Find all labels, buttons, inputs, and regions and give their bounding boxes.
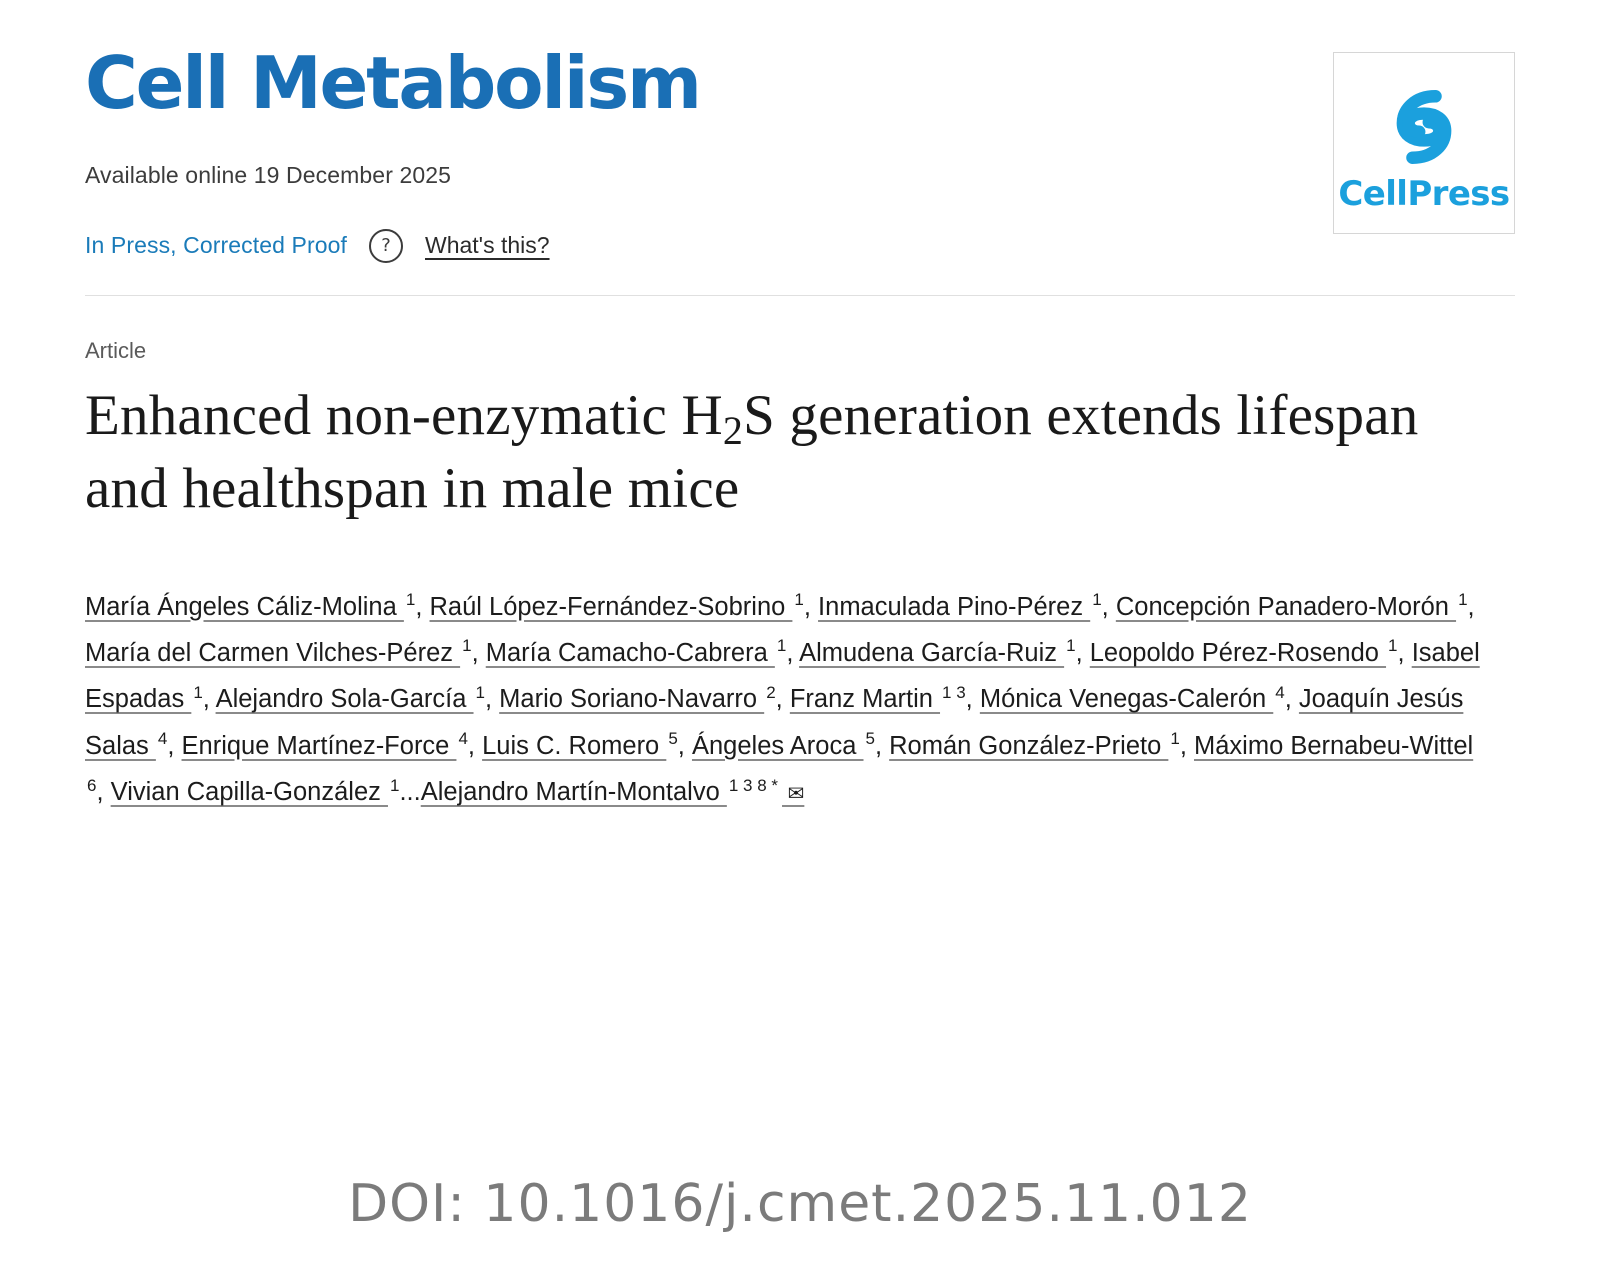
cellpress-logo (1333, 52, 1515, 234)
author-name[interactable]: Ángeles Aroca 5 (692, 732, 875, 760)
cellpress-mark-icon (1376, 79, 1472, 175)
cellpress-wordmark: CellPress (1338, 174, 1510, 214)
author-affiliation-marker: 1 (1388, 636, 1398, 656)
author-list: María Ángeles Cáliz-Molina 1, Raúl López-Fernández-Sobrino 1, Inmaculada Pino-Pérez 1, Concepción Panadero-Morón 1, María del Carmen Vilches-Pérez 1, María Camacho-Cabrera 1, Almudena García-Ruiz 1, Leopoldo Pérez-Rosendo 1, Isabel Espadas 1, Alejandro Sola-García 1, Mario Soriano-Navarro 2, Franz Martin 1 3, Mónica Venegas-Calerón 4, Joaquín Jesús Salas 4, Enrique Martínez-Force 4, Luis C. Romero 5, Ángeles Aroca 5, Román González-Prieto 1, Máximo Bernabeu-Wittel 6, Vivian Capilla-González 1...Alejandro Martín-Montalvo 1 3 8 * ✉ (85, 584, 1485, 816)
status-row (85, 229, 1515, 263)
author-name[interactable]: Román González-Prieto 1 (889, 732, 1180, 760)
article-title-subscript: 2 (722, 407, 744, 453)
author-name[interactable]: Enrique Martínez-Force 4 (182, 732, 468, 760)
author-name[interactable]: Inmaculada Pino-Pérez 1 (818, 593, 1102, 621)
available-online-text: Available online 19 December 2025 (85, 161, 452, 188)
author-affiliation-marker: 4 (458, 729, 468, 749)
whats-this-link[interactable]: What's this? (425, 232, 550, 259)
author-affiliation-marker: 4 (157, 729, 168, 749)
author-affiliation-marker: 1 (475, 682, 485, 702)
author-affiliation-marker: 1 (389, 775, 400, 795)
corresponding-author-affiliation-marker: 1 3 8 * (728, 775, 779, 795)
article-title-part1: Enhanced non-enzymatic H (85, 383, 723, 447)
author-name[interactable]: Luis C. Romero 5 (482, 732, 678, 760)
author-name[interactable]: Almudena García-Ruiz 1 (799, 639, 1076, 667)
author-affiliation-marker: 4 (1275, 682, 1285, 702)
author-name[interactable]: Leopoldo Pérez-Rosendo 1 (1090, 639, 1398, 667)
author-affiliation-marker: 1 (1092, 590, 1102, 609)
author-name[interactable]: Alejandro Sola-García 1 (216, 685, 485, 713)
header-divider (85, 295, 1515, 296)
author-name[interactable]: María Ángeles Cáliz-Molina 1 (85, 593, 415, 621)
authors-ellipsis[interactable]: ... (399, 778, 421, 807)
article-title-part2: S generation extends lifespan and healthspan in male mice (85, 383, 1419, 520)
author-affiliation-marker: 1 (1066, 636, 1076, 656)
journal-title: Cell Metabolism (85, 41, 700, 125)
author-name[interactable]: Isabel Espadas 1 (85, 638, 1480, 714)
author-affiliation-marker: 1 (462, 636, 472, 656)
author-name[interactable]: Mario Soriano-Navarro 2 (499, 685, 775, 713)
corresponding-author-name[interactable]: Alejandro Martín-Montalvo 1 3 8 * ✉ (421, 778, 805, 806)
help-icon[interactable]: ? (369, 229, 403, 263)
author-affiliation-marker: 6 (87, 775, 97, 795)
doi-text: DOI: 10.1016/j.cmet.2025.11.012 (348, 1174, 1252, 1234)
author-affiliation-marker: 1 (776, 636, 787, 656)
author-affiliation-marker: 1 (193, 682, 203, 702)
article-type-label: Article (85, 337, 147, 363)
author-affiliation-marker: 1 (405, 590, 416, 609)
email-icon[interactable]: ✉ (782, 783, 805, 806)
author-name[interactable]: María del Carmen Vilches-Pérez 1 (85, 639, 472, 667)
author-name[interactable]: Franz Martin 1 3 (790, 685, 966, 713)
author-affiliation-marker: 5 (668, 729, 678, 749)
author-affiliation-marker: 1 (1458, 590, 1468, 609)
publication-status: In Press, Corrected Proof (85, 232, 347, 259)
author-affiliation-marker: 1 3 (942, 682, 966, 702)
author-name[interactable]: Máximo Bernabeu-Wittel 6 (85, 732, 1473, 806)
author-affiliation-marker: 1 (794, 590, 804, 609)
page-title (85, 380, 1445, 526)
author-name[interactable]: Raúl López-Fernández-Sobrino 1 (430, 593, 804, 621)
author-affiliation-marker: 2 (766, 682, 776, 702)
author-name[interactable]: Vivian Capilla-González 1 (111, 778, 400, 806)
author-name[interactable]: María Camacho-Cabrera 1 (486, 639, 787, 667)
author-name[interactable]: Concepción Panadero-Morón 1 (1116, 593, 1468, 621)
author-name[interactable]: Mónica Venegas-Calerón 4 (980, 685, 1285, 713)
author-name[interactable]: Joaquín Jesús Salas 4 (85, 685, 1464, 760)
author-affiliation-marker: 5 (865, 729, 875, 749)
author-affiliation-marker: 1 (1170, 729, 1180, 749)
